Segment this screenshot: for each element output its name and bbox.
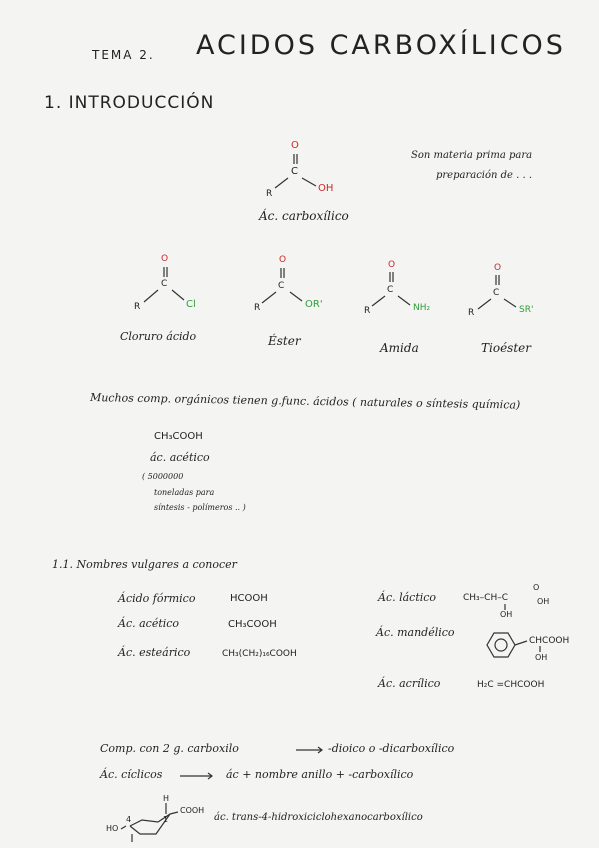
formula-acetico: CH₃COOH bbox=[228, 619, 277, 630]
bond-c-r bbox=[262, 292, 276, 303]
group-nh2: NH₂ bbox=[413, 303, 431, 313]
atom-r: R bbox=[266, 189, 273, 199]
formula-mandelico: CHCOOH bbox=[529, 636, 570, 646]
bond-c-r bbox=[275, 178, 288, 188]
name-mandelico: Ác. mandélico bbox=[376, 626, 455, 639]
name-estearico: Ác. esteárico bbox=[118, 646, 191, 659]
lactic-oh: OH bbox=[537, 597, 550, 606]
atom-carbon: C bbox=[161, 279, 168, 289]
atom-carbon: C bbox=[291, 166, 298, 177]
atom-r: R bbox=[134, 302, 141, 312]
atom-carbon: C bbox=[387, 285, 394, 295]
atom-r: R bbox=[254, 303, 261, 313]
note-line-1: Son materia prima para bbox=[411, 150, 533, 161]
mandelic-oh: OH bbox=[535, 653, 548, 662]
benzene-ring bbox=[487, 633, 515, 657]
page-title: ACIDOS CARBOXÍLICOS bbox=[196, 30, 566, 61]
group-cl: Cl bbox=[186, 299, 196, 310]
atom-oxygen: O bbox=[291, 140, 299, 151]
group-sr: SR' bbox=[519, 305, 534, 315]
bond-c1-cooh bbox=[170, 812, 178, 814]
name-acrilico: Ác. acrílico bbox=[378, 677, 441, 690]
formula-lactico: CH₃–CH–C bbox=[463, 593, 508, 603]
label-cloruro-acido: Cloruro ácido bbox=[120, 330, 197, 343]
section-heading-nombres-vulgares: 1.1. Nombres vulgares a conocer bbox=[52, 558, 237, 571]
bond-c-cl bbox=[172, 290, 184, 300]
formula-acetic: CH₃COOH bbox=[154, 431, 203, 442]
name-formico: Ácido fórmico bbox=[118, 592, 196, 605]
bond-c-r bbox=[144, 290, 158, 302]
section-heading-introduccion: 1. INTRODUCCIÓN bbox=[44, 93, 215, 113]
acetic-note-1: ( 5000000 bbox=[142, 472, 184, 481]
text-muchos-compuestos: Muchos comp. orgánicos tienen g.func. ácidos ( naturales o síntesis química) bbox=[89, 391, 521, 412]
atom-carbon: C bbox=[493, 288, 500, 298]
label-tioester: Tioéster bbox=[481, 341, 531, 355]
formula-estearico: CH₃(CH₂)₁₆COOH bbox=[222, 649, 297, 659]
example-h: H bbox=[163, 794, 170, 803]
formula-formico: HCOOH bbox=[230, 593, 268, 604]
rule-ciclicos-left: Ác. cíclicos bbox=[100, 768, 163, 781]
tema-label: TEMA 2. bbox=[92, 48, 155, 62]
bond-c-n bbox=[398, 296, 410, 305]
rule-dicarboxilo-right: -dioico o -dicarboxílico bbox=[328, 742, 455, 755]
bond-ring-ch bbox=[515, 641, 527, 645]
atom-carbon: C bbox=[278, 281, 285, 291]
label-acido-carboxilico: Ác. carboxílico bbox=[259, 209, 349, 223]
atom-oxygen: O bbox=[388, 260, 396, 270]
name-acetico: Ác. acético bbox=[118, 617, 180, 630]
example-cooh: COOH bbox=[180, 806, 205, 815]
example-ho: HO bbox=[106, 824, 119, 833]
benzene-aromatic-circle bbox=[495, 639, 507, 651]
bond-c4-oh bbox=[121, 826, 126, 829]
group-or: OR' bbox=[305, 299, 323, 310]
lactic-branch-oh: OH bbox=[500, 610, 513, 619]
bond-c-or bbox=[290, 292, 302, 301]
example-num-1: 1 bbox=[163, 815, 169, 824]
example-num-4: 4 bbox=[126, 815, 132, 824]
rule-dicarboxilo-left: Comp. con 2 g. carboxilo bbox=[100, 742, 239, 755]
label-trans-hidroxiciclohexano: ác. trans-4-hidroxiciclohexanocarboxílico bbox=[214, 812, 423, 823]
atom-r: R bbox=[468, 308, 475, 318]
acetic-note-3: síntesis - polímeros .. ) bbox=[154, 503, 246, 512]
label-ester: Éster bbox=[268, 334, 301, 348]
label-amida: Amida bbox=[380, 341, 419, 355]
formula-acrilico: H₂C =CHCOOH bbox=[477, 680, 545, 690]
bond-c-oh bbox=[302, 178, 316, 186]
label-acetic: ác. acético bbox=[150, 451, 210, 464]
acetic-note-2: toneladas para bbox=[154, 488, 215, 497]
atom-oxygen: O bbox=[279, 255, 287, 265]
atom-oxygen: O bbox=[161, 254, 169, 264]
group-oh: OH bbox=[318, 183, 334, 194]
rule-ciclicos-right: ác + nombre anillo + -carboxílico bbox=[226, 768, 414, 781]
atom-oxygen: O bbox=[494, 263, 502, 273]
bond-c-s bbox=[504, 299, 516, 307]
bond-c-r bbox=[372, 296, 385, 306]
name-lactico: Ác. láctico bbox=[378, 591, 437, 604]
atom-r: R bbox=[364, 306, 371, 316]
lactic-oxygen: O bbox=[533, 583, 540, 592]
bond-c-r bbox=[478, 299, 491, 309]
note-line-2: preparación de . . . bbox=[436, 170, 533, 181]
